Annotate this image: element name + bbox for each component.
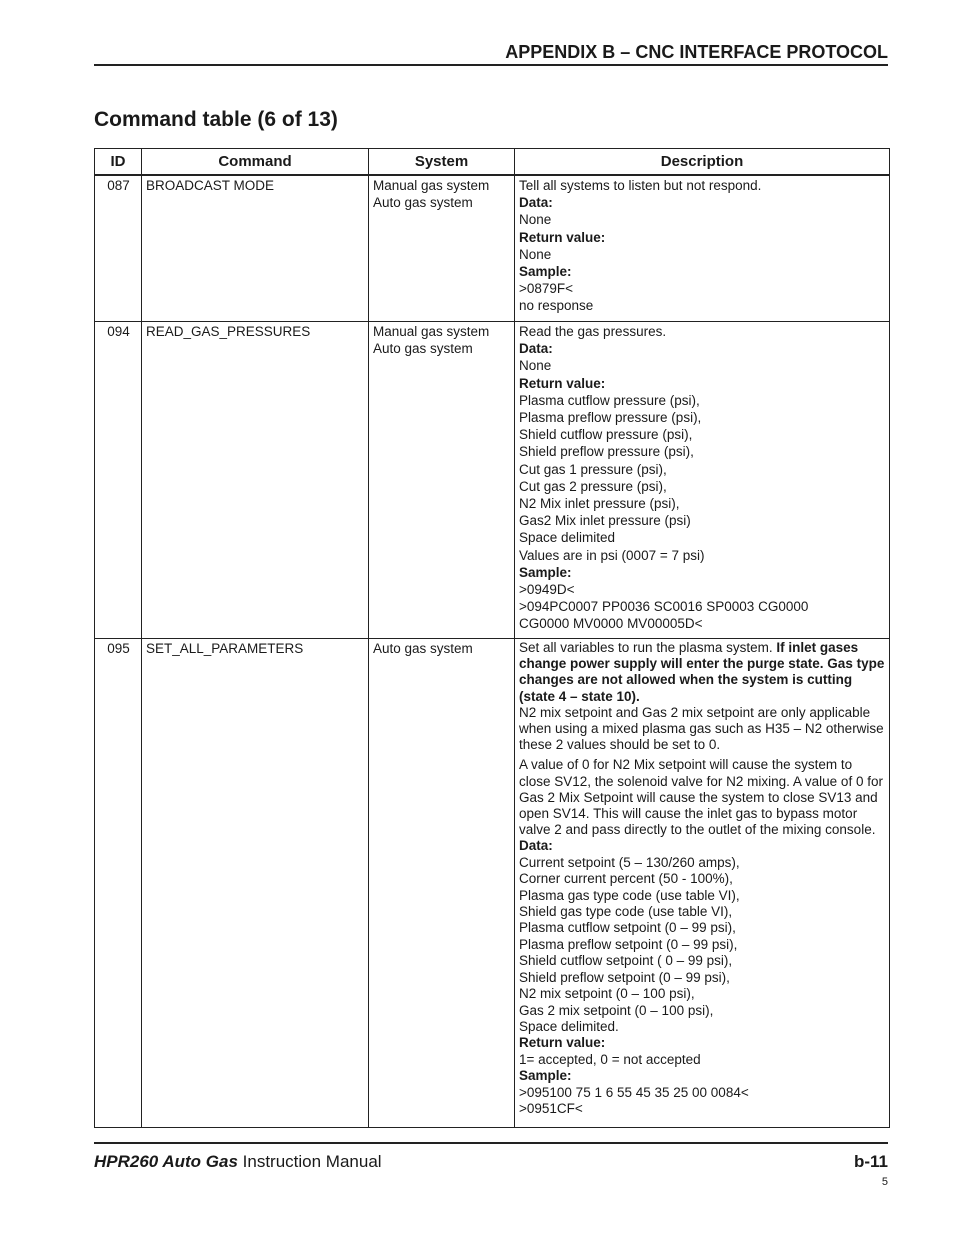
sample-line: >094PC0007 PP0036 SC0016 SP0003 CG0000: [519, 599, 809, 615]
appendix-header: APPENDIX B – CNC INTERFACE PROTOCOL: [94, 40, 888, 66]
column-header-command: Command: [142, 149, 369, 176]
system-line: Auto gas system: [373, 195, 473, 211]
sample-line: >0949D<: [519, 582, 575, 598]
sample-label: Sample:: [519, 264, 572, 280]
table-header-row: [95, 149, 890, 176]
data-label: Data:: [519, 838, 553, 854]
return-value-line: Space delimited: [519, 530, 616, 546]
return-value-line: None: [519, 246, 552, 262]
sample-label: Sample:: [519, 1068, 572, 1084]
sample-line: CG0000 MV0000 MV00005D<: [519, 616, 703, 632]
data-line: None: [519, 358, 552, 374]
system-line: Manual gas system: [373, 178, 490, 193]
return-value-label: Return value:: [519, 375, 606, 391]
command-system: [369, 639, 515, 1128]
data-line: Gas 2 mix setpoint (0 – 100 psi),: [519, 1002, 714, 1018]
sample-line: no response: [519, 298, 594, 314]
manual-title: [94, 1151, 382, 1173]
data-line: Shield cutflow setpoint ( 0 – 99 psi),: [519, 953, 733, 969]
sample-label: Sample:: [519, 564, 572, 580]
command-table: [94, 148, 890, 1128]
table-row: [95, 175, 890, 322]
data-line: None: [519, 212, 552, 228]
description-intro: Read the gas pressures.: [519, 324, 667, 339]
return-value-line: Cut gas 2 pressure (psi),: [519, 478, 667, 494]
table-row: [95, 322, 890, 639]
data-line: Plasma cutflow setpoint (0 – 99 psi),: [519, 920, 736, 936]
command-name: SET_ALL_PARAMETERS: [142, 639, 369, 1128]
return-value-line: Values are in psi (0007 = 7 psi): [519, 547, 705, 563]
sample-line: >0951CF<: [519, 1100, 583, 1116]
return-value-line: Cut gas 1 pressure (psi),: [519, 461, 667, 477]
return-value-line: 1= accepted, 0 = not accepted: [519, 1051, 701, 1067]
column-header-system: System: [369, 149, 515, 176]
return-value-line: Plasma preflow pressure (psi),: [519, 410, 702, 426]
description-intro: Tell all systems to listen but not respond.: [519, 178, 762, 193]
description-intro: [519, 640, 886, 705]
column-header-description: Description: [515, 149, 890, 176]
command-description: [515, 322, 890, 639]
description-intro-plain: Set all variables to run the plasma system.: [519, 640, 777, 655]
command-system: [369, 322, 515, 639]
command-description: [515, 175, 890, 322]
command-id: 087: [95, 175, 142, 322]
manual-label: Instruction Manual: [237, 1152, 382, 1171]
command-system: [369, 175, 515, 322]
data-line: Plasma gas type code (use table VI),: [519, 887, 740, 903]
data-line: N2 mix setpoint (0 – 100 psi),: [519, 986, 695, 1002]
command-id: 094: [95, 322, 142, 639]
page-footer: [94, 1142, 888, 1174]
description-note: N2 mix setpoint and Gas 2 mix setpoint are only applicable when using a mixed plasma gas such as H35 – N2 otherwise these 2 values should be set to 0.: [519, 704, 884, 753]
return-value-line: Shield preflow pressure (psi),: [519, 444, 694, 460]
description-intro-warning: If inlet gases change power supply will enter the purge state. Gas type changes are not allowed when the system is cutting (state 4 – state 10).: [519, 640, 885, 704]
data-line: Shield preflow setpoint (0 – 99 psi),: [519, 969, 730, 985]
sample-line: >0879F<: [519, 281, 574, 297]
page-title: Command table (6 of 13): [94, 108, 338, 131]
return-value-label: Return value:: [519, 1035, 606, 1051]
product-name: HPR260 Auto Gas: [94, 1152, 238, 1171]
data-line: Space delimited.: [519, 1018, 619, 1034]
data-line: Corner current percent (50 - 100%),: [519, 871, 733, 887]
system-line: Auto gas system: [373, 641, 473, 656]
page-number: b-11: [853, 1152, 888, 1171]
command-name: BROADCAST MODE: [142, 175, 369, 322]
return-value-line: Shield cutflow pressure (psi),: [519, 427, 693, 443]
return-value-label: Return value:: [519, 229, 606, 245]
return-value-line: Plasma cutflow pressure (psi),: [519, 392, 700, 408]
data-label: Data:: [519, 195, 553, 211]
system-line: Manual gas system: [373, 324, 490, 339]
command-name: READ_GAS_PRESSURES: [142, 322, 369, 639]
return-value-line: Gas2 Mix inlet pressure (psi): [519, 513, 691, 529]
command-id: 095: [95, 639, 142, 1128]
description-note: A value of 0 for N2 Mix setpoint will cause the system to close SV12, the solenoid valve for N2 mixing. A value of 0 for Gas 2 Mix Setpoint will cause the system to close SV13 and open SV14. This will cause the inlet gas to bypass motor valve 2 and pass directly to the outlet of the mixing console.: [519, 757, 883, 838]
column-header-id: ID: [95, 149, 142, 176]
system-line: Auto gas system: [373, 341, 473, 357]
data-line: Plasma preflow setpoint (0 – 99 psi),: [519, 936, 738, 952]
command-description: [515, 639, 890, 1128]
data-label: Data:: [519, 341, 553, 357]
data-line: Shield gas type code (use table VI),: [519, 904, 733, 920]
return-value-line: N2 Mix inlet pressure (psi),: [519, 496, 680, 512]
sheet-number: 5: [881, 1176, 888, 1188]
sample-line: >095100 75 1 6 55 45 35 25 00 0084<: [519, 1084, 749, 1100]
table-row: [95, 639, 890, 1128]
data-line: Current setpoint (5 – 130/260 amps),: [519, 854, 740, 870]
